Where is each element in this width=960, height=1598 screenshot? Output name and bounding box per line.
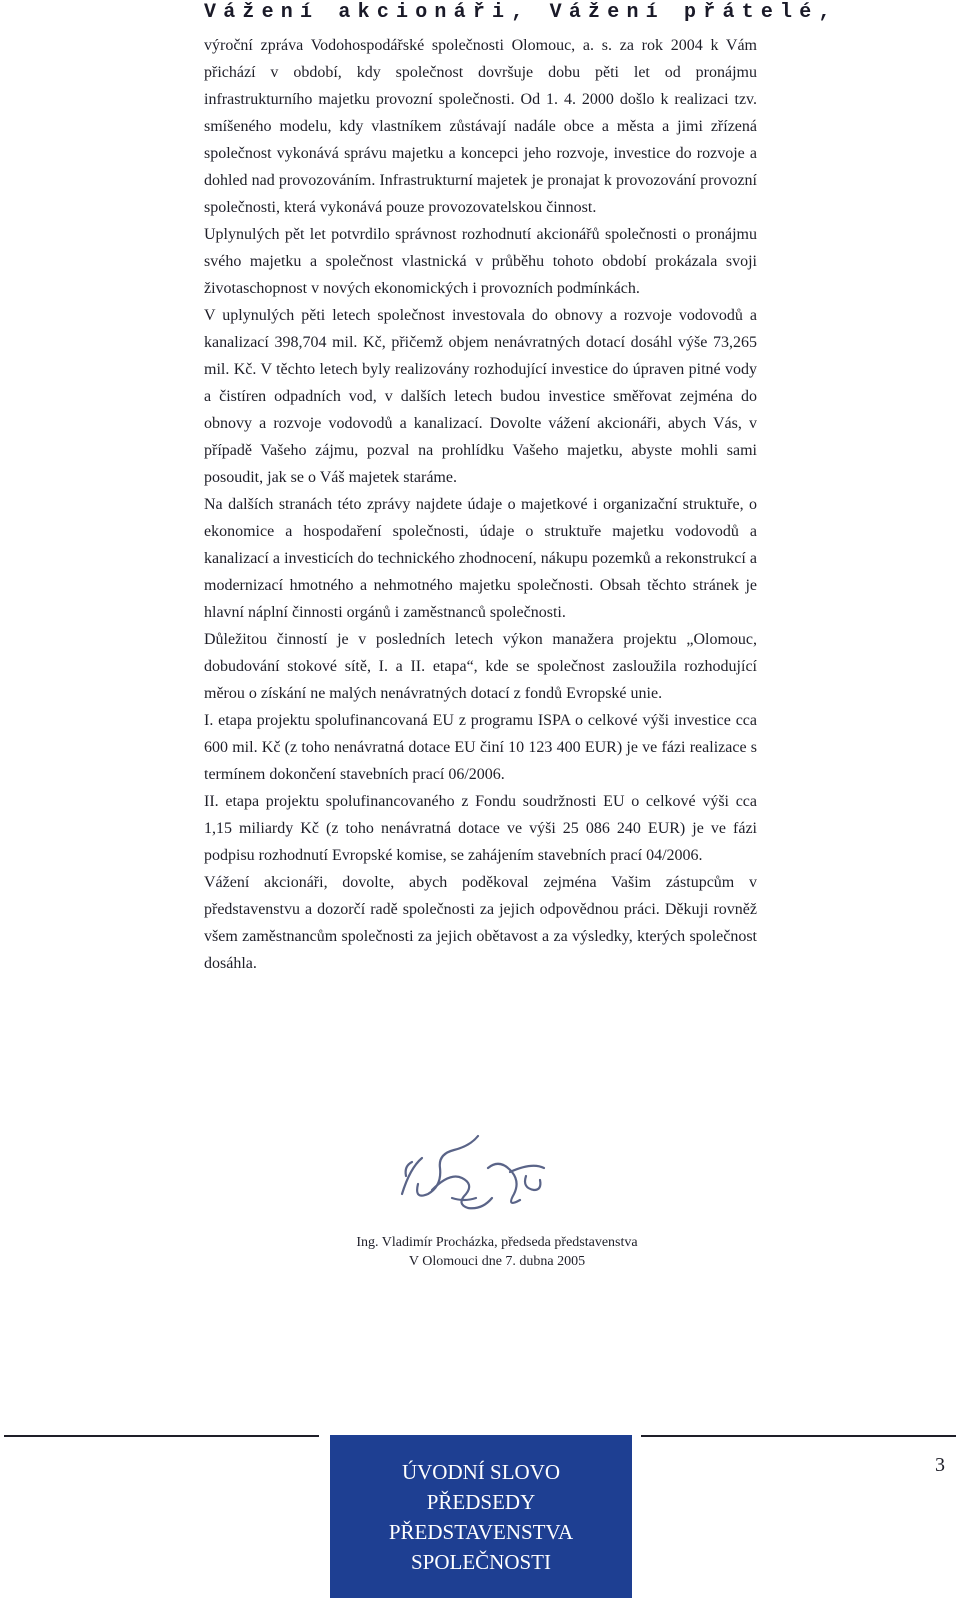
footer-rule-left (4, 1435, 319, 1437)
page-number: 3 (935, 1454, 945, 1476)
paragraph-investments: V uplynulých pěti letech společnost investovala do obnovy a rozvoje vodovodů a kanalizací 398,704 mil. Kč, přičemž objem nenávratných dotací dosáhl výše 73,265 mil. Kč. V těchto letech byly realizovány rozhodující investice do úpraven pitné vody a čistíren odpadních vod, v dalších letech budou investice směřovat zejména do obnovy a rozvoje vodovodů a kanalizací. Dovolte vážení akcionáři, abych Vás, v případě Vašeho zájmu, pozval na prohlídku Vašeho majetku, abyste mohli sami posoudit, jak se o Váš majetek staráme. (204, 307, 757, 486)
paragraph-stage-two: II. etapa projektu spolufinancovaného z Fondu soudržnosti EU o celkové výši cca 1,15 miliardy Kč (z toho nenávratná dotace ve výši 25 086 240 EUR) je ve fázi podpisu rozhodnutí Evropské komise, se zahájením stavebních prací 04/2006. (204, 793, 757, 864)
section-title-line: PŘEDSTAVENSTVA (388, 1519, 574, 1544)
paragraph-thanks: Vážení akcionáři, dovolte, abych poděkoval zejména Vašim zástupcům v představenstvu a dozorčí radě společnosti za jejich odpovědnou práci. Děkuji rovněž všem zaměstnancům společnosti za jejich obětavost a za výsledky, kterých společnost dosáhla. (204, 874, 757, 972)
paragraph-stage-one: I. etapa projektu spolufinancovaná EU z programu ISPA o celkové výši investice cca 600 mil. Kč (z toho nenávratná dotace EU činí 10 123 400 EUR) je ve fázi realizace s termínem dokončení stavebních prací 06/2006. (204, 712, 757, 783)
signature-caption (332, 1233, 662, 1271)
paragraph-report-contents: Na dalších stranách této zprávy najdete údaje o majetkové i organizační struktuře, o ekonomice a hospodaření společnosti, údaje o struktuře majetku vodovodů a kanalizací a investicích do technického zhodnocení, nákupu pozemků a rekonstrukcí a modernizací hmotného a nehmotného majetku společnosti. Obsah těchto stránek je hlavní náplní činnosti orgánů i zaměstnanců společnosti. (204, 496, 757, 621)
section-title (389, 1457, 573, 1577)
page-heading: Vážení akcionáři, Vážení přátelé, (204, 1, 838, 24)
paragraph-project-manager: Důležitou činností je v posledních letech výkon manažera projektu „Olomouc, dobudování stokové sítě, I. a II. etapa“, kde se společnost zasloužila rozhodující měrou o získání ne malých nenávratných dotací z fondů Evropské unie. (204, 631, 757, 702)
section-title-line: PŘEDSEDY (426, 1489, 536, 1514)
section-title-line: SPOLEČNOSTI (410, 1549, 551, 1574)
section-title-line: ÚVODNÍ SLOVO (401, 1459, 561, 1484)
letter-body (204, 32, 757, 977)
footer-rule-right (641, 1435, 956, 1437)
signature-drawing (392, 1128, 652, 1228)
handwritten-signature (392, 1128, 652, 1228)
paragraph-intro: výroční zpráva Vodohospodářské společnosti Olomouc, a. s. za rok 2004 k Vám přichází v období, kdy společnost dovršuje dobu pěti let od pronájmu infrastrukturního majetku provozní společnosti. Od 1. 4. 2000 došlo k realizaci tzv. smíšeného modelu, kdy vlastníkem zůstávají nadále obce a města a jimi zřízená společnost vykonává správu majetku a koncepci jeho rozvoje, investice do rozvoje a dohled nad provozováním. Infrastrukturní majetek je pronajat k provozování provozní společnosti, která vykonává pouze provozovatelskou činnost. (204, 37, 757, 216)
signature-place-date: V Olomouci dne 7. dubna 2005 (408, 1254, 586, 1269)
section-title-box (330, 1435, 632, 1598)
signatory-name: Ing. Vladimír Procházka, předseda představenstva (356, 1235, 638, 1250)
paragraph-five-years: Uplynulých pět let potvrdilo správnost rozhodnutí akcionářů společnosti o pronájmu svého majetku a společnost vlastnická v průběhu tohoto období prokázala svoji životaschopnost v nových ekonomických i provozních podmínkách. (204, 226, 757, 297)
